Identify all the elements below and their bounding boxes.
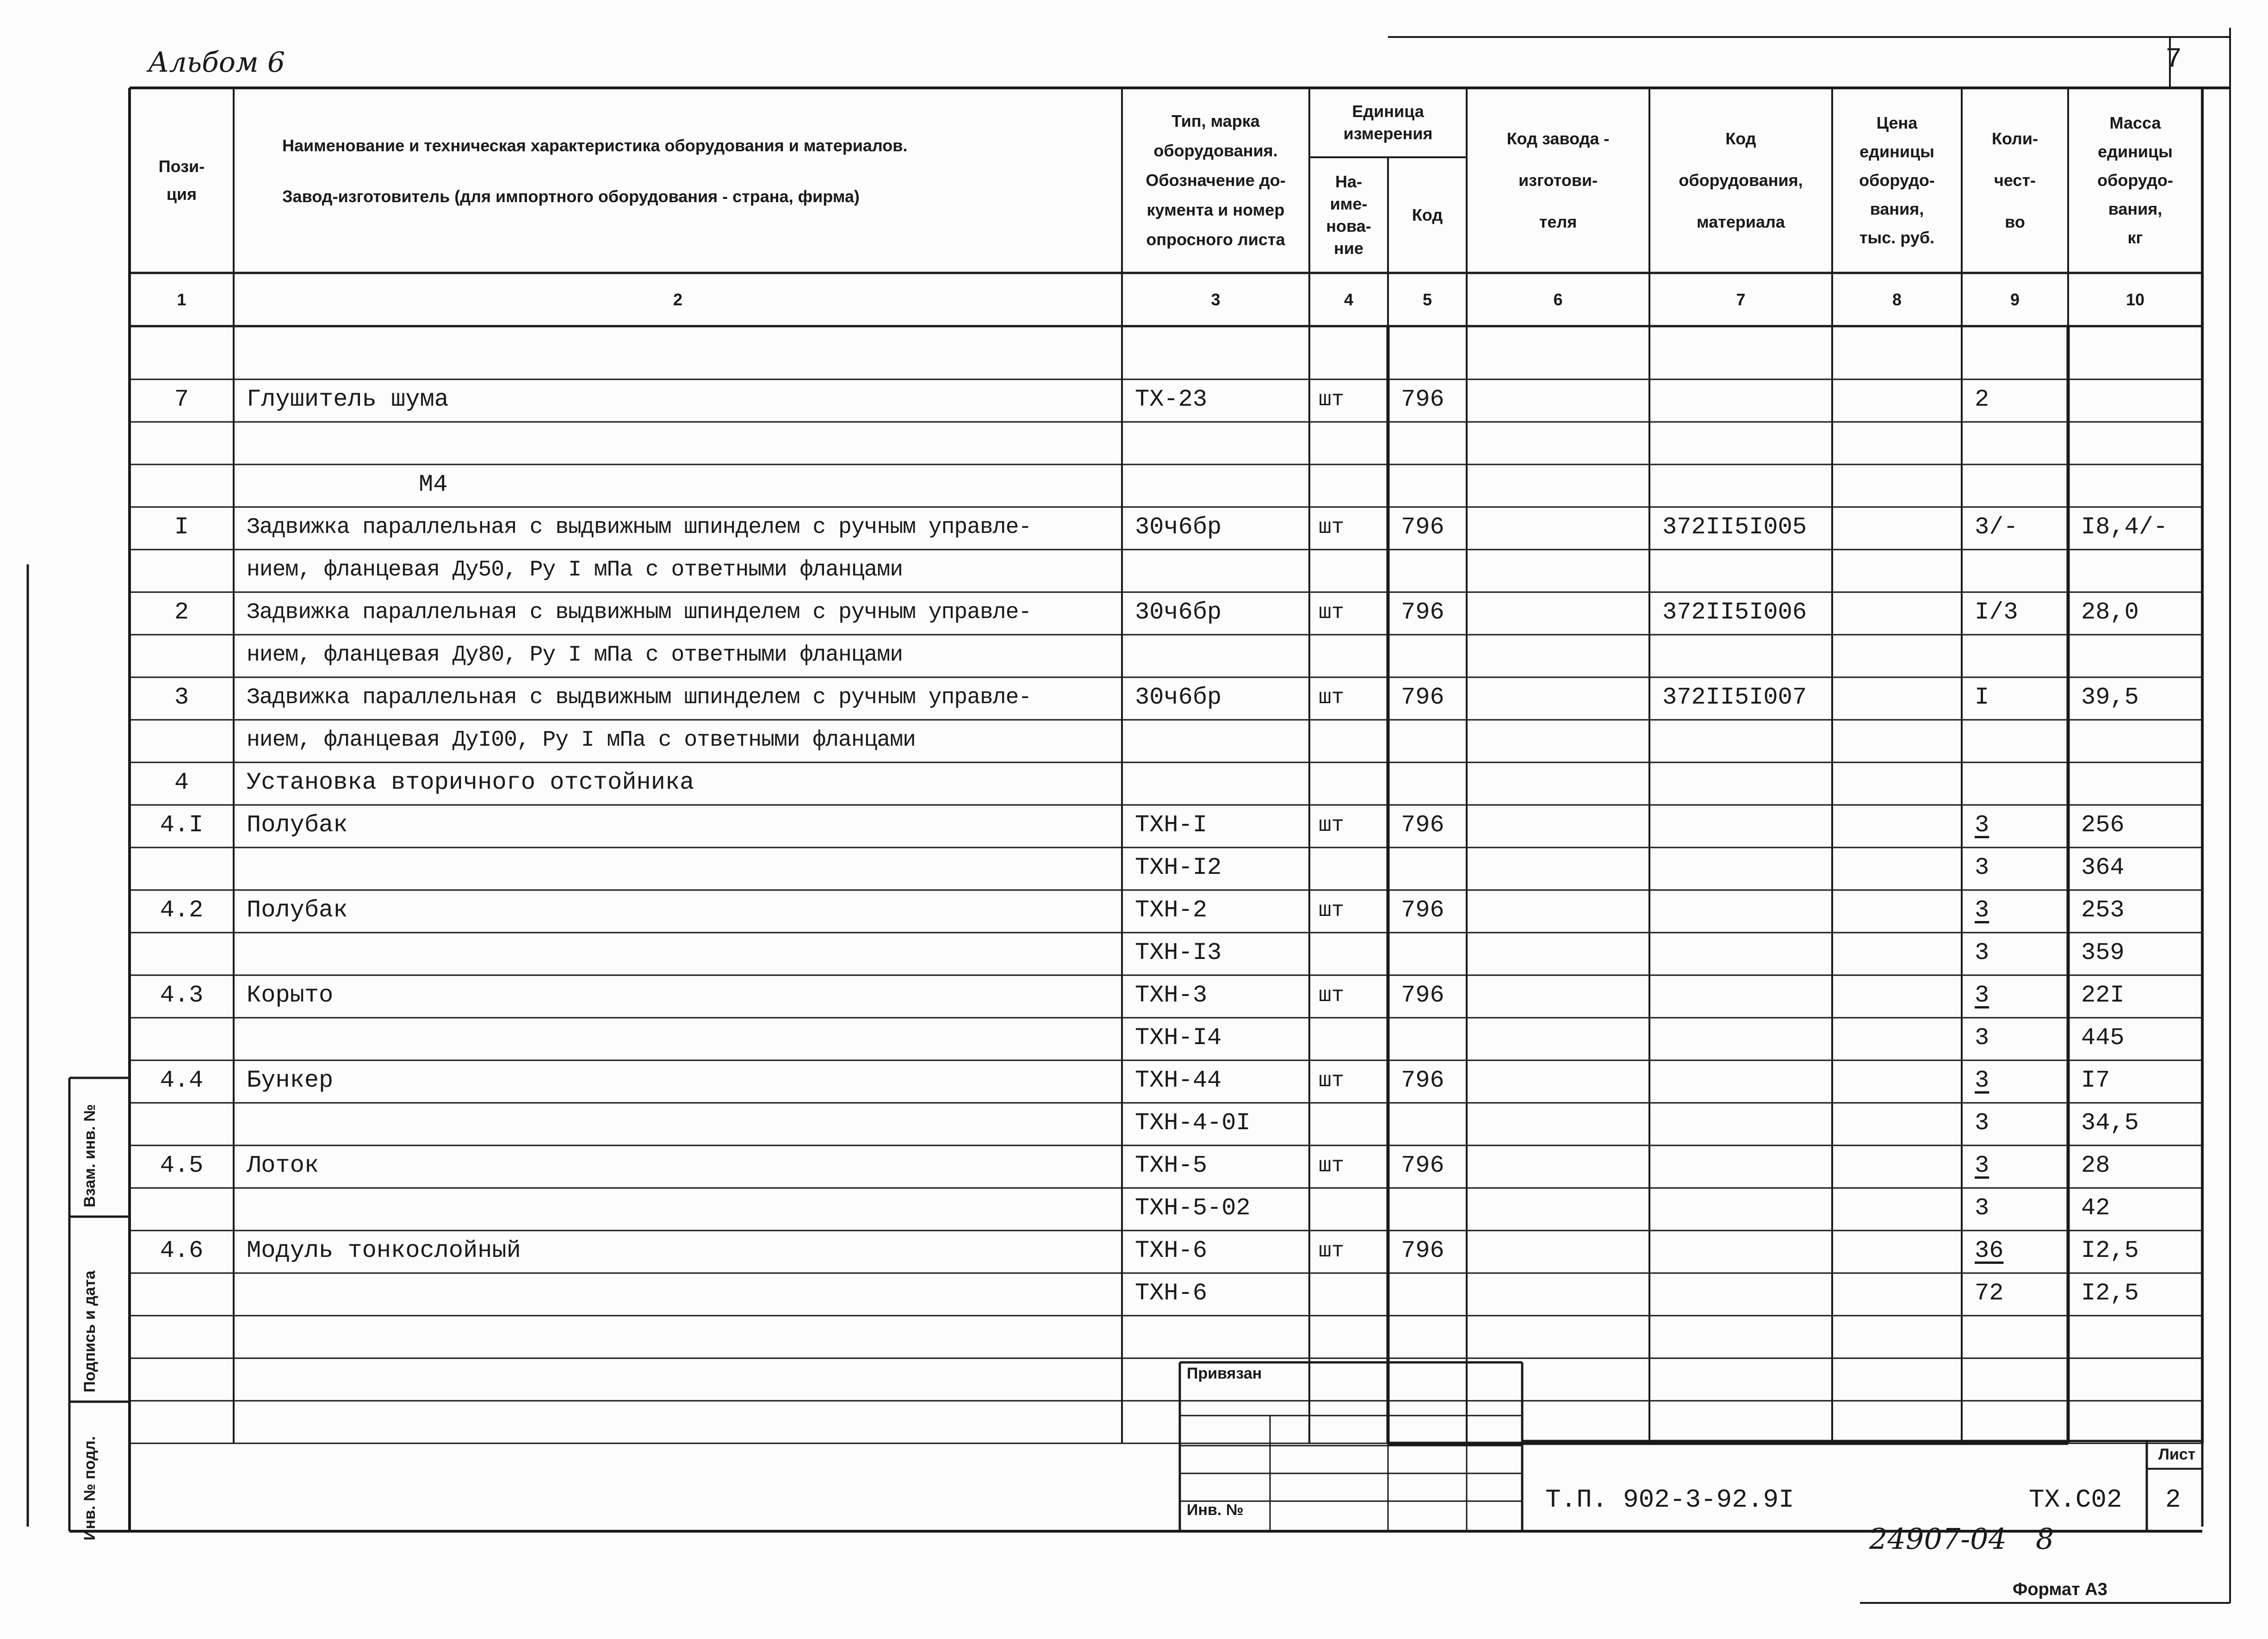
cell-name: нием, фланцевая Ду50, Ру I мПа с ответными фланцами [247, 557, 903, 582]
side-stamp-vzam: Взам. инв. № [81, 1104, 99, 1207]
cell-name: Задвижка параллельная с выдвижным шпинделем с ручным управле- [247, 600, 1032, 625]
column-number: 7 [1736, 290, 1746, 309]
cell-code: 796 [1401, 599, 1444, 626]
cell-type: ТХН-5 [1135, 1152, 1208, 1179]
cell-mass: I7 [2081, 1067, 2110, 1094]
column-number: 8 [1892, 290, 1902, 309]
archive-number: 24907-04 [1869, 1522, 2007, 1556]
cell-pos: 3 [174, 684, 189, 711]
cell-qty: 3 [1975, 982, 1989, 1009]
document-code: Т.П. 902-3-92.9I [1545, 1485, 1794, 1515]
cell-qty: 3 [1975, 1109, 1989, 1137]
cell-name: Задвижка параллельная с выдвижным шпинделем с ручным управле- [247, 685, 1032, 710]
cell-pos: 2 [174, 599, 189, 626]
cell-unit: шт [1319, 813, 1345, 837]
cell-name: Бункер [247, 1067, 334, 1094]
header-c1-text: Пози- ция [158, 157, 205, 204]
header-c6-text: Код завода - изготови- теля [1506, 129, 1610, 231]
header-c5 [1388, 157, 1467, 273]
cell-unit: шт [1319, 388, 1345, 412]
cell-unit: шт [1319, 1239, 1345, 1263]
side-stamp-podpis: Подпись и дата [81, 1270, 99, 1392]
format-label: Формат А3 [2013, 1580, 2107, 1599]
cell-name: Лоток [247, 1152, 319, 1179]
cell-name: М4 [419, 471, 448, 498]
cell-name: Корыто [247, 982, 334, 1009]
cell-type: ТХН-2 [1135, 897, 1208, 924]
header-c8-text: Цена единицы оборудо- вания, тыс. руб. [1859, 113, 1935, 247]
cell-type: ТХН-I4 [1135, 1024, 1222, 1051]
cell-equip-code: 372II5I007 [1662, 684, 1807, 711]
stamp-inv-no: Инв. № [1187, 1501, 1244, 1519]
cell-code: 796 [1401, 1237, 1444, 1264]
header-c4 [1309, 157, 1388, 273]
cell-mass: 445 [2081, 1024, 2125, 1051]
stamp-privyazan: Привязан [1187, 1365, 1262, 1382]
archive-suffix: 8 [2036, 1522, 2054, 1556]
cell-type: ТХН-5-02 [1135, 1194, 1251, 1222]
cell-type: 30ч6бр [1135, 513, 1222, 541]
cell-type: 30ч6бр [1135, 599, 1222, 626]
column-number: 5 [1422, 290, 1432, 309]
cell-mass: I8,4/- [2081, 513, 2168, 541]
cell-qty: 3/- [1975, 513, 2018, 541]
header-c1 [130, 88, 234, 273]
header-c45-text: Единица измерения [1343, 102, 1433, 143]
sheet-code: ТХ.С02 [2029, 1485, 2122, 1515]
header-c45 [1309, 88, 1467, 157]
cell-code: 796 [1401, 982, 1444, 1009]
column-number: 10 [2125, 290, 2145, 309]
cell-qty: 3 [1975, 811, 1989, 839]
cell-type: ТХ-23 [1135, 386, 1208, 413]
header-c5-text: Код [1412, 205, 1443, 224]
cell-mass: 39,5 [2081, 684, 2139, 711]
cell-type: ТХН-4-0I [1135, 1109, 1251, 1137]
cell-name: Глушитель шума [247, 386, 449, 413]
cell-mass: 364 [2081, 854, 2125, 881]
cell-name: Установка вторичного отстойника [247, 769, 694, 796]
cell-pos: 4.I [160, 811, 204, 839]
cell-name: Полубак [247, 897, 348, 924]
column-number: 2 [673, 290, 683, 309]
cell-code: 796 [1401, 1152, 1444, 1179]
cell-mass: 256 [2081, 811, 2125, 839]
header-c10-text: Масса единицы оборудо- вания, кг [2097, 113, 2173, 247]
cell-qty: 72 [1975, 1280, 2004, 1307]
cell-pos: 7 [174, 386, 189, 413]
cell-unit: шт [1319, 983, 1345, 1008]
cell-pos: 4.2 [160, 897, 204, 924]
page-number: 7 [2165, 44, 2182, 75]
cell-mass: 253 [2081, 897, 2125, 924]
cell-code: 796 [1401, 897, 1444, 924]
cell-unit: шт [1319, 515, 1345, 539]
column-number: 6 [1553, 290, 1563, 309]
cell-code: 796 [1401, 811, 1444, 839]
cell-unit: шт [1319, 686, 1345, 710]
cell-qty: 3 [1975, 854, 1989, 881]
cell-type: ТХН-I2 [1135, 854, 1222, 881]
header-c2-line1: Наименование и техническая характеристика оборудования и материалов. [282, 136, 908, 155]
cell-pos: 4.3 [160, 982, 204, 1009]
header-c9 [1962, 88, 2068, 273]
cell-mass: 28,0 [2081, 599, 2139, 626]
cell-qty: 3 [1975, 1194, 1989, 1222]
header-c2-line2: Завод-изготовитель (для импортного оборудования - страна, фирма) [282, 187, 860, 206]
cell-type: ТХН-6 [1135, 1280, 1208, 1307]
cell-qty: 3 [1975, 897, 1989, 924]
cell-name: Модуль тонкослойный [247, 1237, 521, 1264]
cell-mass: 22I [2081, 982, 2125, 1009]
cell-type: ТХН-I [1135, 811, 1208, 839]
cell-mass: 359 [2081, 939, 2125, 966]
cell-mass: 42 [2081, 1194, 2110, 1222]
header-c7 [1649, 88, 1832, 273]
cell-qty: 2 [1975, 386, 1989, 413]
cell-name: Задвижка параллельная с выдвижным шпинделем с ручным управле- [247, 515, 1032, 540]
cell-qty: 36 [1975, 1237, 2004, 1264]
cell-name: Полубак [247, 811, 348, 839]
cell-unit: шт [1319, 1154, 1345, 1178]
list-number: 2 [2165, 1485, 2181, 1515]
list-label: Лист [2158, 1446, 2196, 1463]
cell-mass: 28 [2081, 1152, 2110, 1179]
cell-code: 796 [1401, 386, 1444, 413]
cell-qty: 3 [1975, 1024, 1989, 1051]
column-number: 3 [1211, 290, 1221, 309]
header-c8 [1832, 88, 1962, 273]
header-c3 [1122, 88, 1309, 273]
cell-qty: I [1975, 684, 1989, 711]
cell-equip-code: 372II5I005 [1662, 513, 1807, 541]
header-c4-text: На- име- нова- ние [1326, 172, 1371, 258]
cell-pos: 4.6 [160, 1237, 204, 1264]
cell-pos: I [174, 513, 189, 541]
cell-unit: шт [1319, 600, 1345, 625]
cell-unit: шт [1319, 1069, 1345, 1093]
cell-code: 796 [1401, 1067, 1444, 1094]
cell-name: нием, фланцевая Ду80, Ру I мПа с ответными фланцами [247, 643, 903, 668]
album-label: Альбом 6 [148, 46, 285, 79]
cell-type: 30ч6бр [1135, 684, 1222, 711]
cell-type: ТХН-6 [1135, 1237, 1208, 1264]
side-stamp-inv: Инв. № подл. [81, 1436, 99, 1540]
cell-type: ТХН-3 [1135, 982, 1208, 1009]
column-number: 9 [2010, 290, 2020, 309]
header-c6 [1467, 88, 1649, 273]
cell-mass: I2,5 [2081, 1237, 2139, 1264]
cell-qty: I/3 [1975, 599, 2018, 626]
cell-code: 796 [1401, 684, 1444, 711]
cell-qty: 3 [1975, 939, 1989, 966]
cell-unit: шт [1319, 898, 1345, 922]
header-c7-text: Код оборудования, материала [1679, 129, 1803, 231]
cell-pos: 4.5 [160, 1152, 204, 1179]
column-number: 4 [1344, 290, 1354, 309]
header-c9-text: Коли- чест- во [1991, 129, 2039, 231]
cell-type: ТХН-I3 [1135, 939, 1222, 966]
cell-pos: 4 [174, 769, 189, 796]
cell-name: нием, фланцевая ДуI00, Ру I мПа с ответными фланцами [247, 728, 916, 753]
header-c10 [2068, 88, 2202, 273]
cell-type: ТХН-44 [1135, 1067, 1222, 1094]
cell-code: 796 [1401, 513, 1444, 541]
cell-mass: I2,5 [2081, 1280, 2139, 1307]
header-c3-text: Тип, марка оборудования. Обозначение до- кумента и номер опросного листа [1146, 111, 1286, 249]
cell-mass: 34,5 [2081, 1109, 2139, 1137]
cell-pos: 4.4 [160, 1067, 204, 1094]
cell-qty: 3 [1975, 1067, 1989, 1094]
column-number: 1 [177, 290, 186, 309]
cell-qty: 3 [1975, 1152, 1989, 1179]
cell-equip-code: 372II5I006 [1662, 599, 1807, 626]
